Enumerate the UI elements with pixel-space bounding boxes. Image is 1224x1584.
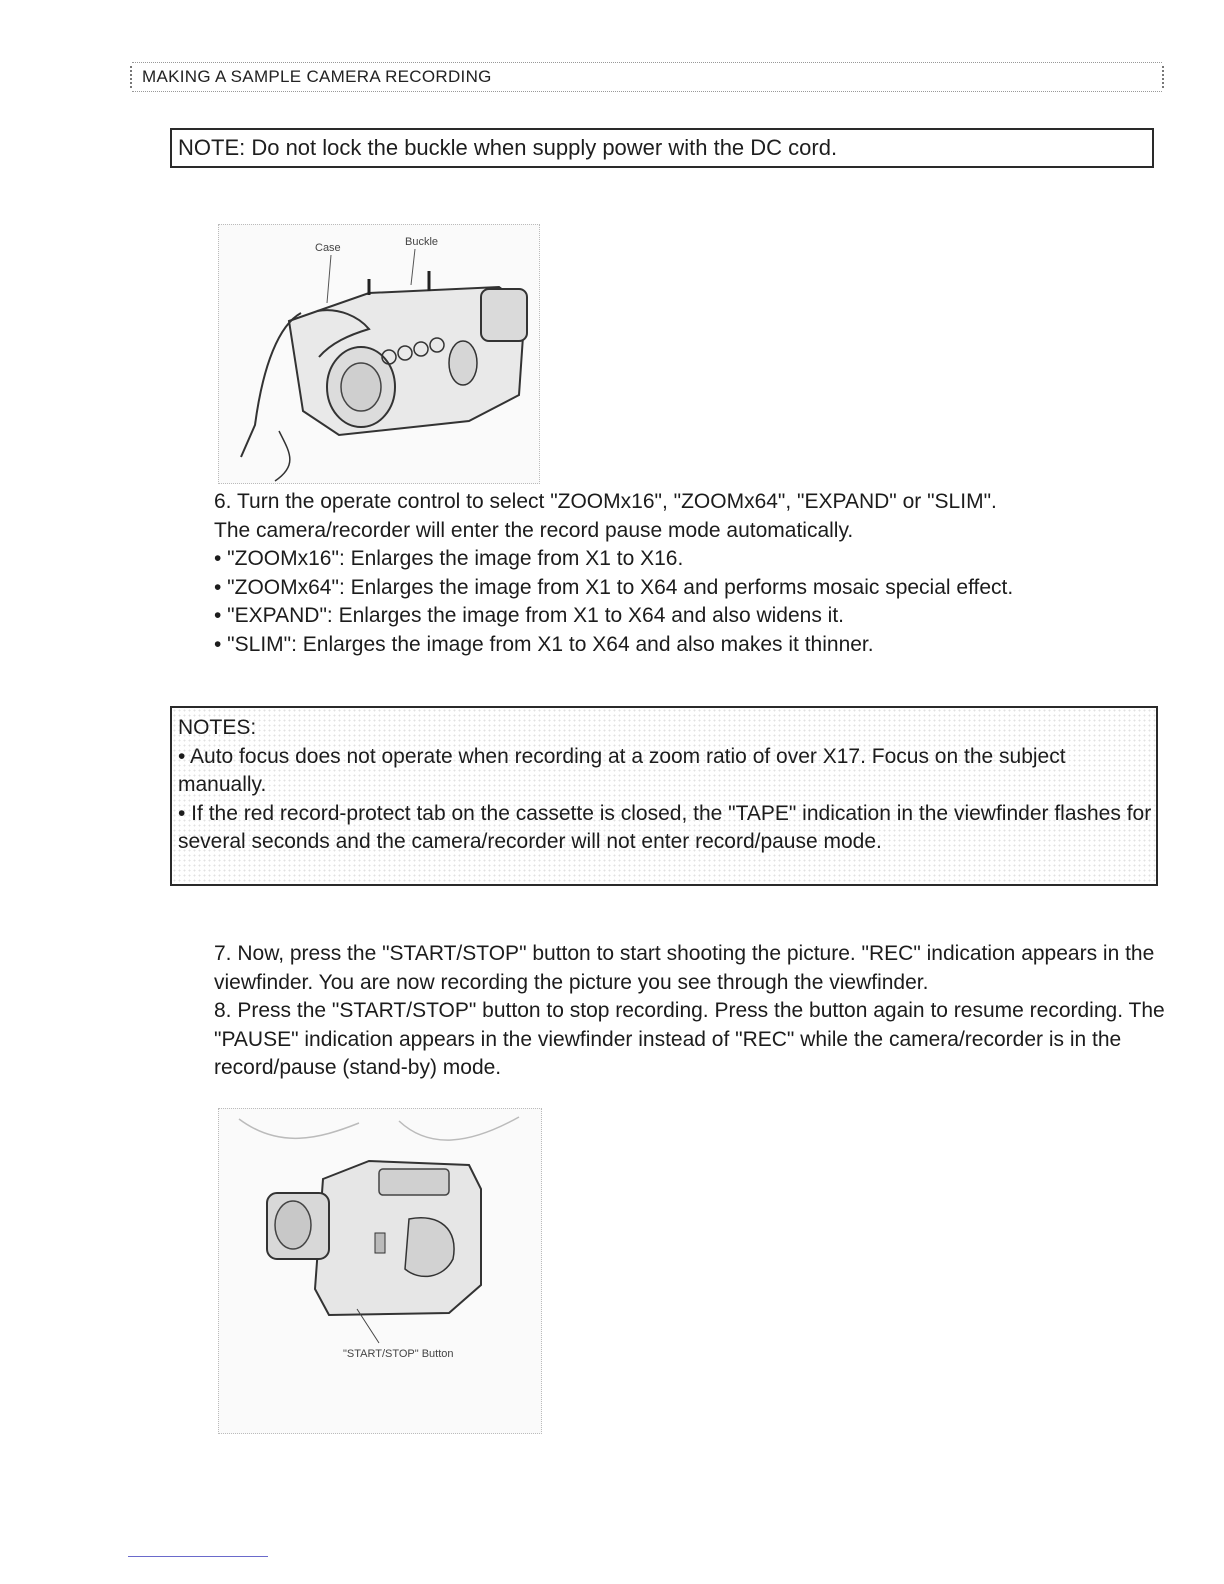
- note-box: [170, 128, 1154, 168]
- notes-item-tape: • If the red record-protect tab on the cassette is closed, the "TAPE" indication in the viewfinder flashes for several seconds and the camera/recorder will not enter record/pause mode.: [178, 801, 1152, 853]
- label-case: Case: [315, 242, 341, 254]
- step-6-bullet: • "ZOOMx64": Enlarges the image from X1 to X64 and performs mosaic special effect.: [214, 575, 1014, 599]
- camera-hand-drawing: [219, 225, 539, 483]
- note-text: NOTE: Do not lock the buckle when supply power with the DC cord.: [178, 135, 838, 160]
- notes-item-autofocus: • Auto focus does not operate when recording at a zoom ratio of over X17. Focus on the subject manually.: [178, 744, 1066, 796]
- step-6-line-2: The camera/recorder will enter the record pause mode automatically.: [214, 518, 854, 542]
- camera-buckle-illustration: [218, 224, 540, 484]
- notes-box: [170, 706, 1158, 886]
- start-stop-illustration: [218, 1108, 542, 1434]
- notes-title: NOTES:: [178, 716, 257, 739]
- page-header: [132, 62, 1162, 92]
- steps-7-8: [214, 940, 1174, 1083]
- label-start-stop-button: "START/STOP" Button: [343, 1348, 454, 1360]
- step-6: [214, 488, 1174, 659]
- step-6-bullet: • "SLIM": Enlarges the image from X1 to X64 and also makes it thinner.: [214, 632, 874, 656]
- step-7: 7. Now, press the "START/STOP" button to start shooting the picture. "REC" indication appears in the viewfinder. You are now recording the picture you see through the viewfinder.: [214, 942, 1155, 994]
- step-6-line-1: 6. Turn the operate control to select "ZOOMx16", "ZOOMx64", "EXPAND" or "SLIM".: [214, 490, 997, 513]
- label-buckle: Buckle: [405, 236, 439, 248]
- section-title: MAKING A SAMPLE CAMERA RECORDING: [142, 67, 492, 86]
- footer-rule: [128, 1556, 268, 1557]
- step-6-bullet: • "ZOOMx16": Enlarges the image from X1 to X16.: [214, 547, 684, 570]
- step-8: 8. Press the "START/STOP" button to stop recording. Press the button again to resume recording. The "PAUSE" indication appears in the viewfinder instead of "REC" while the camera/recorder is in the record/pause (stand-by) mode.: [214, 999, 1165, 1079]
- camera-side-drawing: [219, 1109, 541, 1433]
- step-6-bullet: • "EXPAND": Enlarges the image from X1 to X64 and also widens it.: [214, 604, 845, 627]
